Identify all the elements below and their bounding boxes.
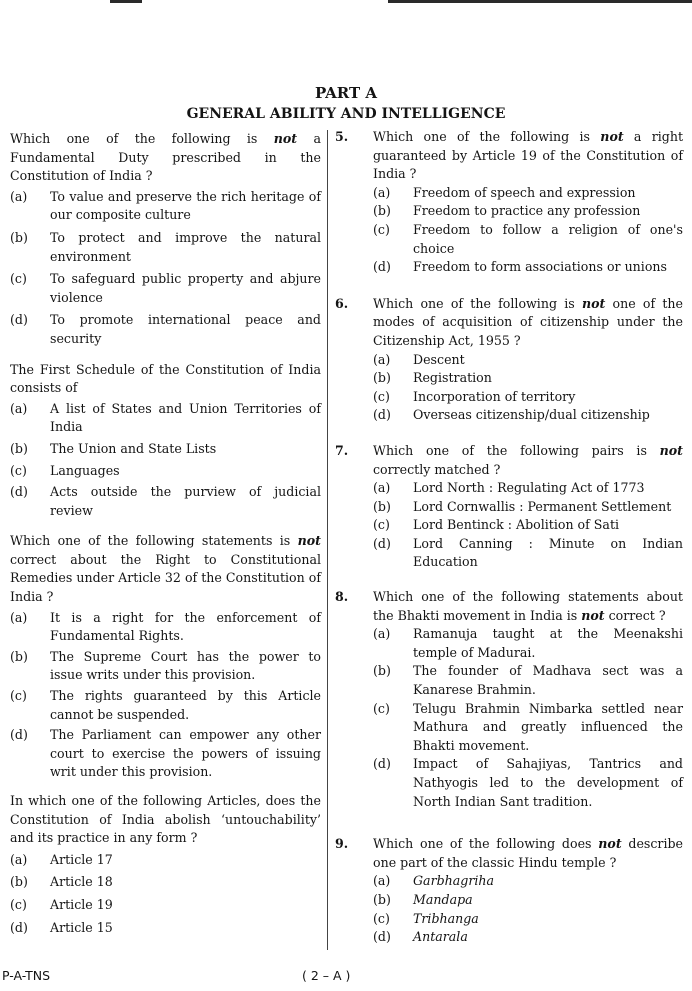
option-label: (a) — [373, 480, 391, 496]
option-text: To safeguard public property and abjure violence — [50, 271, 321, 305]
option — [373, 351, 683, 370]
option — [10, 726, 321, 782]
option — [10, 919, 321, 938]
question-stem: Which one of the following does not describe one part of the classic Hindu temple ? — [373, 836, 683, 870]
question-stem: Which one of the following is not one of the modes of acquisition of citizenship under the Citizenship Act, 1955 ? — [373, 295, 683, 348]
option-text: Freedom of speech and expression — [413, 184, 636, 200]
question-stem: Which one of the following statements is not correct about the Right to Constitutional Remedies under Article 32 of the Constitution of India ? — [10, 533, 321, 605]
option — [10, 896, 321, 915]
question-stem: Which one of the following is not a Fundamental Duty prescribed in the Constitution of India ? — [10, 131, 321, 184]
option-text: The Supreme Court has the power to issue writs under this provision. — [50, 648, 321, 683]
option — [373, 498, 683, 517]
options-list — [10, 400, 321, 521]
option-text: Descent — [413, 351, 465, 367]
option-label: (b) — [373, 663, 391, 679]
question-1 — [10, 130, 321, 349]
question-stem: Which one of the following statements about the Bhakti movement in India is not correct ? — [373, 589, 683, 623]
option-label: (b) — [373, 370, 391, 386]
question-9 — [335, 835, 683, 947]
option — [10, 270, 321, 307]
option-text: Lord Canning : Minute on Indian Education — [413, 535, 683, 570]
option-label: (b) — [10, 874, 28, 890]
option-text: Acts outside the purview of judicial review — [50, 484, 321, 518]
part-heading: PART A — [314, 84, 378, 102]
option — [373, 221, 683, 258]
option-text: Overseas citizenship/dual citizenship — [413, 407, 650, 423]
option-label: (d) — [373, 535, 391, 551]
option-label: (c) — [373, 388, 390, 404]
question-3 — [10, 532, 321, 782]
option-label: (b) — [10, 440, 28, 456]
option — [373, 479, 683, 498]
option-label: (b) — [373, 203, 391, 219]
option — [373, 662, 683, 699]
question-number: 5. — [335, 129, 349, 144]
option-text: Freedom to follow a religion of one's choice — [413, 221, 683, 256]
options-list — [373, 184, 683, 277]
option-label: (a) — [373, 184, 391, 200]
option-label: (d) — [373, 929, 391, 945]
option-label: (c) — [373, 910, 390, 926]
option-text: Incorporation of territory — [413, 388, 576, 404]
page-number: ( 2 – A ) — [302, 968, 351, 983]
options-list — [10, 609, 321, 782]
option-label: (c) — [373, 700, 390, 716]
option-label: (a) — [373, 873, 391, 889]
option — [373, 755, 683, 811]
option — [373, 258, 683, 277]
column-divider — [327, 130, 328, 950]
option — [373, 184, 683, 203]
option-text: The rights guaranteed by this Article cannot be suspended. — [50, 688, 321, 722]
option-label: (a) — [373, 626, 391, 642]
question-number: 9. — [335, 836, 349, 852]
option-label: (b) — [373, 891, 391, 907]
option — [373, 872, 683, 891]
question-5 — [335, 128, 683, 277]
question-stem: In which one of the following Articles, does the Constitution of India abolish ‘untouchability’ and its practice in any form ? — [10, 793, 321, 846]
option-label: (d) — [10, 919, 28, 935]
option-text: Mandapa — [413, 891, 473, 907]
option-text: To promote international peace and security — [50, 312, 321, 346]
option-label: (a) — [10, 188, 28, 204]
option-label: (c) — [10, 271, 27, 287]
option — [10, 462, 321, 481]
option-label: (a) — [10, 851, 28, 867]
option — [373, 388, 683, 407]
option — [10, 311, 321, 348]
option-text: Article 17 — [50, 851, 113, 867]
option — [10, 851, 321, 870]
option — [373, 891, 683, 910]
option-text: Tribhanga — [413, 910, 479, 926]
option-label: (d) — [373, 259, 391, 275]
option — [373, 700, 683, 756]
option-text: To value and preserve the rich heritage of our composite culture — [50, 188, 321, 223]
section-heading: GENERAL ABILITY AND INTELLIGENCE — [186, 106, 506, 122]
option — [10, 483, 321, 520]
option — [373, 625, 683, 662]
option-text: Registration — [413, 370, 492, 386]
options-list — [373, 351, 683, 425]
option — [373, 910, 683, 929]
question-stem: Which one of the following pairs is not correctly matched ? — [373, 442, 683, 477]
option-label: (c) — [373, 517, 390, 533]
question-6 — [335, 295, 683, 425]
options-list — [10, 188, 321, 349]
option — [373, 928, 683, 947]
option-label: (d) — [373, 756, 391, 772]
option — [10, 873, 321, 892]
option-text: Telugu Brahmin Nimbarka settled near Mathura and greatly influenced the Bhakti movement. — [413, 700, 683, 753]
option-text: Languages — [50, 462, 120, 478]
option-text: Freedom to practice any profession — [413, 203, 641, 219]
option — [10, 687, 321, 724]
option-text: Lord Cornwallis : Permanent Settlement — [413, 498, 672, 514]
question-2 — [10, 361, 321, 521]
option — [10, 400, 321, 437]
option — [10, 188, 321, 225]
option-text: Freedom to form associations or unions — [413, 259, 667, 275]
question-number: 6. — [335, 295, 349, 311]
option — [373, 516, 683, 535]
option-label: (b) — [10, 229, 28, 245]
option — [373, 406, 683, 425]
option-text: Impact of Sahajiyas, Tantrics and Nathyogis led to the development of North Indian Sant tradition. — [413, 756, 683, 809]
question-8 — [335, 588, 683, 811]
option-label: (c) — [10, 688, 27, 704]
option — [10, 440, 321, 459]
option-label: (d) — [10, 727, 28, 743]
top-rule-right — [388, 0, 692, 3]
right-column — [335, 128, 683, 947]
top-rule-left — [110, 0, 142, 3]
option-text: Lord Bentinck : Abolition of Sati — [413, 517, 620, 533]
option-label: (c) — [10, 462, 27, 478]
question-stem: The First Schedule of the Constitution of India consists of — [10, 361, 321, 396]
options-list — [373, 872, 683, 946]
left-column — [10, 130, 321, 937]
option-text: The Parliament can empower any other court to exercise the powers of issuing writ under this provision. — [50, 727, 321, 780]
question-number: 8. — [335, 589, 349, 605]
option-label: (a) — [373, 351, 391, 367]
question-number: 7. — [335, 442, 349, 458]
option-label: (c) — [10, 896, 27, 912]
option-text: The Union and State Lists — [50, 440, 217, 456]
option-label: (d) — [10, 484, 28, 500]
option-label: (b) — [10, 648, 28, 664]
option-label: (d) — [373, 407, 391, 423]
option-label: (d) — [10, 312, 28, 328]
question-4 — [10, 792, 321, 937]
option-text: Ramanuja taught at the Meenakshi temple of Madurai. — [413, 626, 683, 660]
option — [10, 609, 321, 646]
option — [373, 535, 683, 572]
options-list — [373, 479, 683, 572]
question-stem: Which one of the following is not a right guaranteed by Article 19 of the Constitution of India ? — [373, 129, 683, 182]
option-text: Article 15 — [50, 919, 113, 935]
options-list — [373, 625, 683, 811]
option-text: Antarala — [413, 929, 468, 945]
option-text: Lord North : Regulating Act of 1773 — [413, 480, 645, 496]
options-list — [10, 851, 321, 937]
question-7 — [335, 442, 683, 572]
option-label: (a) — [10, 609, 28, 625]
option — [373, 369, 683, 388]
option-text: To protect and improve the natural environment — [50, 229, 321, 264]
option-text: Article 19 — [50, 896, 113, 912]
option — [10, 648, 321, 685]
option-text: Article 18 — [50, 874, 113, 890]
option-label: (c) — [373, 221, 390, 237]
option-text: The founder of Madhava sect was a Kanarese Brahmin. — [413, 663, 683, 698]
option-label: (b) — [373, 498, 391, 514]
option-text: A list of States and Union Territories of India — [50, 400, 321, 435]
option — [10, 229, 321, 266]
booklet-code: P-A-TNS — [2, 968, 51, 983]
option — [373, 202, 683, 221]
option-text: Garbhagriha — [413, 873, 494, 889]
option-text: It is a right for the enforcement of Fundamental Rights. — [50, 609, 321, 644]
option-label: (a) — [10, 400, 28, 416]
